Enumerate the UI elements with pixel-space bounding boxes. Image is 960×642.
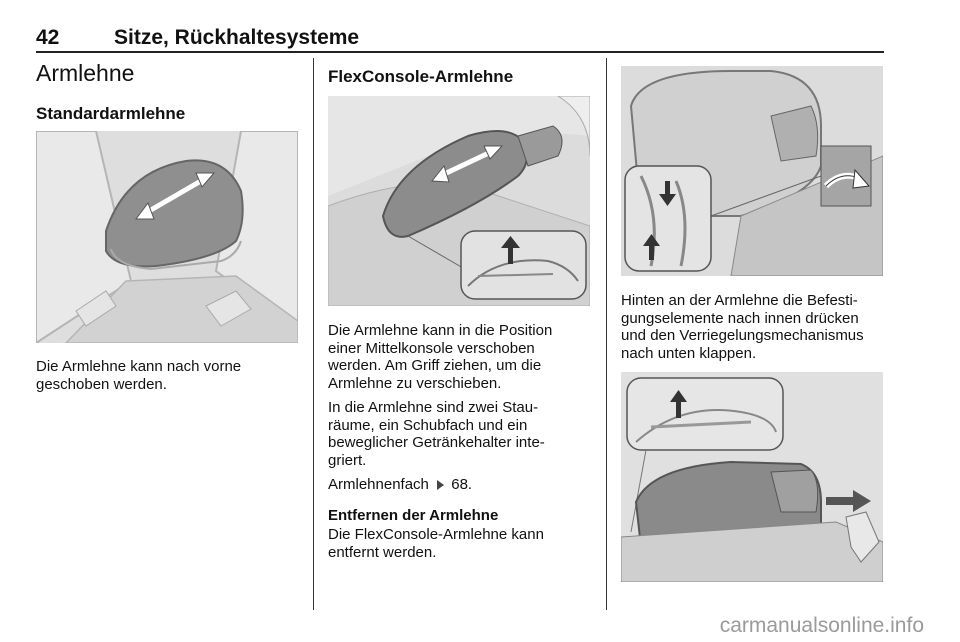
col2-para1: Die Armlehne kann in die Position einer Mittelkonsole verschoben werden. Am Griff ziehen, um die Armlehne zu verschieben. — [328, 322, 553, 392]
header-rule — [36, 51, 884, 53]
page-number: 42 — [36, 26, 60, 49]
column-divider-1 — [313, 58, 314, 610]
cross-reference[interactable] — [328, 476, 472, 494]
column-divider-2 — [606, 58, 607, 610]
section-title: Sitze, Rückhaltesysteme — [114, 26, 360, 49]
reference-page: 68. — [451, 476, 473, 493]
page-ref-icon — [437, 480, 444, 490]
watermark: carmanualsonline.info — [719, 614, 924, 637]
subheading-entfernen: Entfernen der Armlehne — [328, 507, 499, 524]
reference-text: Armlehnenfach — [328, 476, 429, 493]
heading-flexconsole: FlexConsole-Armlehne — [328, 67, 514, 86]
figure-flexconsole — [328, 96, 590, 306]
col2-para3: Die FlexConsole-Armlehne kann entfernt werden. — [328, 526, 544, 561]
figure-armrest-rear — [621, 66, 883, 276]
heading-armlehne: Armlehne — [36, 60, 135, 86]
col3-text: Hinten an der Armlehne die Befesti- gungselemente nach innen drücken und den Verriegelungsmechanismus nach unten klappen. — [621, 292, 864, 362]
figure-armrest-removal — [621, 372, 883, 582]
subheading-standardarmlehne: Standardarmlehne — [36, 104, 186, 123]
figure-standard-armrest — [36, 131, 298, 343]
col2-para2: In die Armlehne sind zwei Stau- räume, ein Schubfach und ein beweglicher Getränkehalter inte- griert. — [328, 399, 545, 469]
col1-text: Die Armlehne kann nach vorne geschoben werden. — [36, 358, 242, 393]
